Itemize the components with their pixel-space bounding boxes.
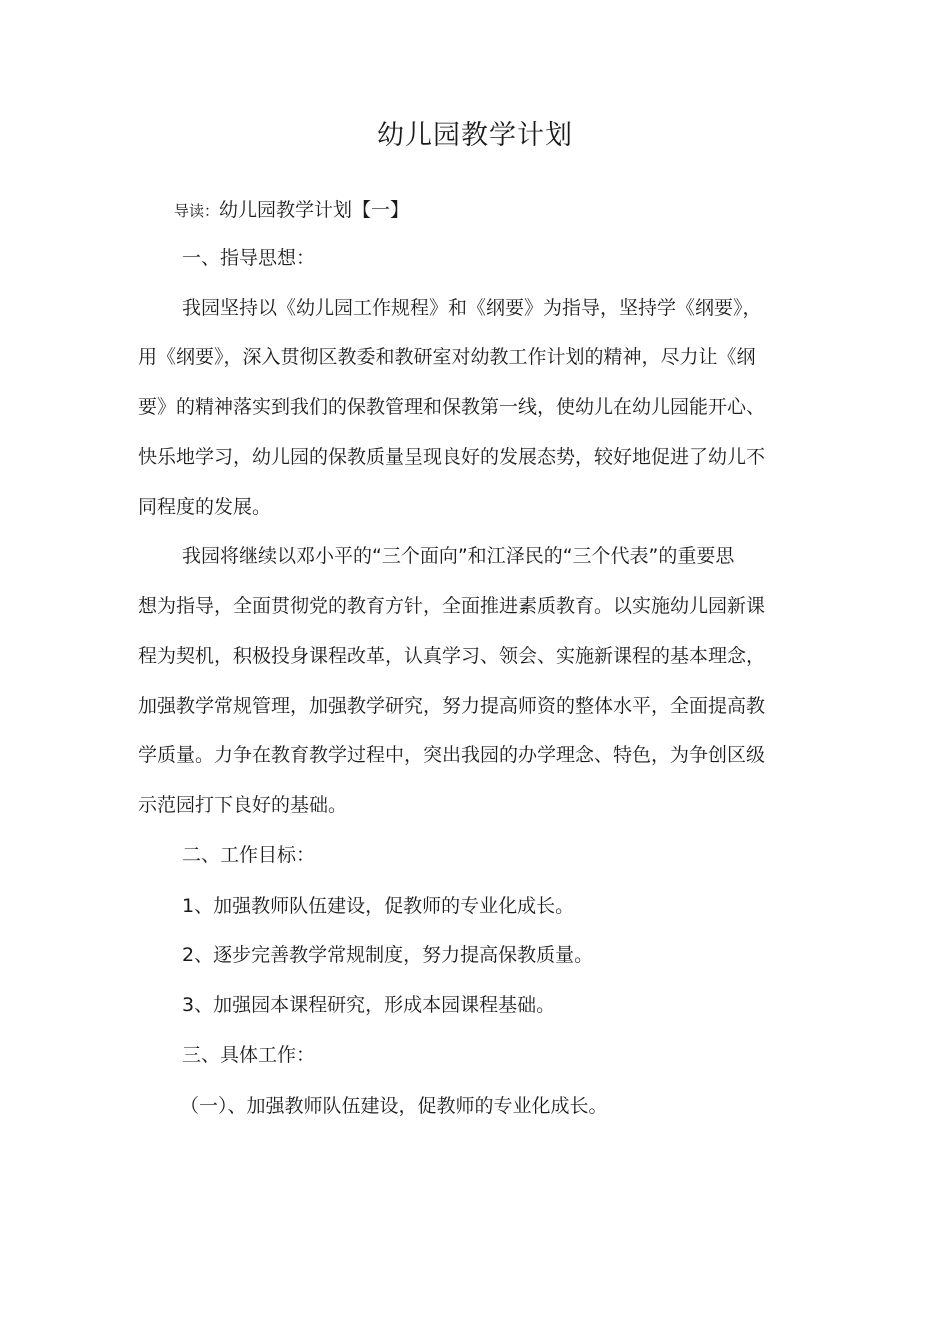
intro-prefix: 导读： xyxy=(174,202,220,220)
paragraph-2-line-2: 想为指导，全面贯彻党的教育方针，全面推进素质教育。以实施幼儿园新课 xyxy=(138,595,766,617)
goal-item-1: 1、加强教师队伍建设，促教师的专业化成长。 xyxy=(182,895,575,917)
paragraph-2-line-6: 示范园打下良好的基础。 xyxy=(138,794,348,816)
section-heading-work-goals: 二、工作目标： xyxy=(182,844,316,866)
paragraph-2-line-3: 程为契机，积极投身课程改革，认真学习、领会、实施新课程的基本理念， xyxy=(138,645,766,667)
subsection-heading-1: （一）、加强教师队伍建设，促教师的专业化成长。 xyxy=(180,1095,608,1117)
paragraph-1-line-5: 同程度的发展。 xyxy=(138,496,272,518)
paragraph-1-line-2: 用《纲要》，深入贯彻区教委和教研室对幼教工作计划的精神，尽力让《纲 xyxy=(138,346,756,368)
paragraph-1-line-4: 快乐地学习，幼儿园的保教质量呈现良好的发展态势，较好地促进了幼儿不 xyxy=(138,446,766,468)
goal-item-2: 2、逐步完善教学常规制度，努力提高保教质量。 xyxy=(182,944,594,966)
intro-text: 幼儿园教学计划【一】 xyxy=(219,199,410,221)
intro-line xyxy=(174,196,409,225)
document-title: 幼儿园教学计划 xyxy=(377,120,573,151)
paragraph-2-line-5: 学质量。力争在教育教学过程中，突出我园的办学理念、特色，为争创区级 xyxy=(138,744,766,766)
goal-item-3: 3、加强园本课程研究，形成本园课程基础。 xyxy=(182,994,556,1016)
paragraph-1-line-1: 我园坚持以《幼儿园工作规程》和《纲要》为指导，坚持学《纲要》， xyxy=(182,297,762,319)
paragraph-2-line-4: 加强教学常规管理，加强教学研究，努力提高师资的整体水平，全面提高教 xyxy=(138,695,766,717)
paragraph-2-line-1: 我园将继续以邓小平的“三个面向”和江泽民的“三个代表”的重要思 xyxy=(182,545,735,567)
section-heading-specific-work: 三、具体工作： xyxy=(182,1044,316,1066)
section-heading-guiding-ideology: 一、指导思想： xyxy=(182,247,316,269)
paragraph-1-line-3: 要》的精神落实到我们的保教管理和保教第一线，使幼儿在幼儿园能开心、 xyxy=(138,396,766,418)
